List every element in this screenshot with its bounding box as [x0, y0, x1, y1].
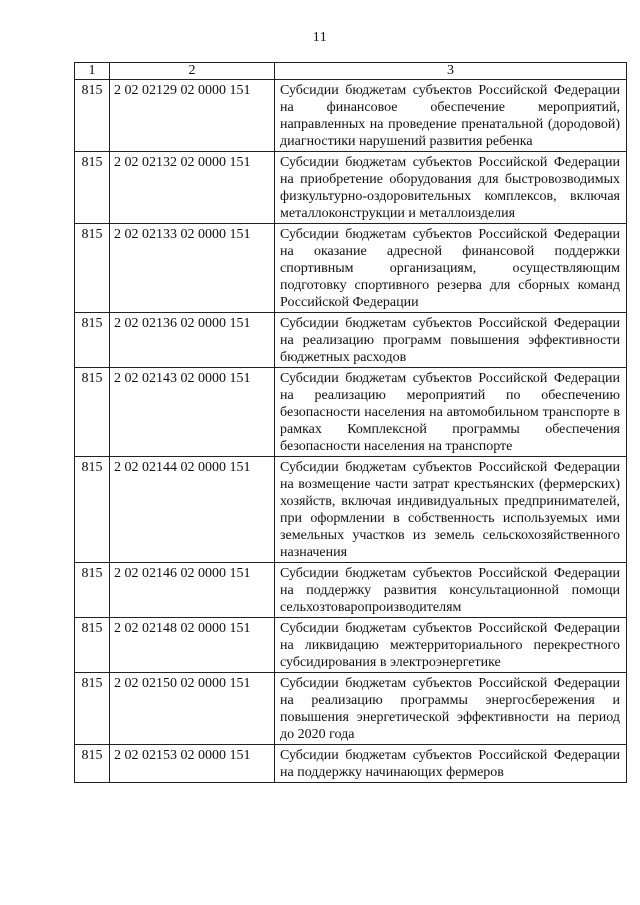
table-row	[75, 618, 627, 673]
admin-code-cell: 815	[75, 563, 110, 618]
budget-code-cell: 2 02 02129 02 0000 151	[110, 80, 275, 152]
table-row	[75, 152, 627, 224]
budget-code-cell: 2 02 02133 02 0000 151	[110, 224, 275, 313]
table-row	[75, 224, 627, 313]
budget-code-cell: 2 02 02150 02 0000 151	[110, 673, 275, 745]
admin-code-cell: 815	[75, 152, 110, 224]
description-cell: Субсидии бюджетам субъектов Российской Федерации на реализацию мероприятий по обеспечению безопасности населения на автомобильном транспорте в рамках Комплексной программы обеспечения безопасности населения на транспорте	[275, 368, 627, 457]
table-row	[75, 745, 627, 783]
column-header-1: 1	[75, 63, 110, 80]
description-cell: Субсидии бюджетам субъектов Российской Федерации на оказание адресной финансовой поддержки спортивным организациям, осуществляющим подготовку спортивного резерва для сборных команд Российской Федерации	[275, 224, 627, 313]
budget-code-cell: 2 02 02148 02 0000 151	[110, 618, 275, 673]
description-cell: Субсидии бюджетам субъектов Российской Федерации на финансовое обеспечение мероприятий, направленных на проведение пренатальной (дородовой) диагностики нарушений развития ребенка	[275, 80, 627, 152]
description-cell: Субсидии бюджетам субъектов Российской Федерации на приобретение оборудования для быстровозводимых физкультурно-оздоровительных комплексов, включая металлоконструкции и металлоизделия	[275, 152, 627, 224]
admin-code-cell: 815	[75, 673, 110, 745]
admin-code-cell: 815	[75, 224, 110, 313]
admin-code-cell: 815	[75, 457, 110, 563]
budget-classification-table	[74, 62, 627, 783]
budget-code-cell: 2 02 02136 02 0000 151	[110, 313, 275, 368]
admin-code-cell: 815	[75, 745, 110, 783]
description-cell: Субсидии бюджетам субъектов Российской Федерации на поддержку развития консультационной помощи сельхозтоваропроизводителям	[275, 563, 627, 618]
table-row	[75, 457, 627, 563]
column-header-3: 3	[275, 63, 627, 80]
budget-code-cell: 2 02 02144 02 0000 151	[110, 457, 275, 563]
description-cell: Субсидии бюджетам субъектов Российской Федерации на ликвидацию межтерриториального перекрестного субсидирования в электроэнергетике	[275, 618, 627, 673]
table-header-row	[75, 63, 627, 80]
admin-code-cell: 815	[75, 313, 110, 368]
description-cell: Субсидии бюджетам субъектов Российской Федерации на поддержку начинающих фермеров	[275, 745, 627, 783]
admin-code-cell: 815	[75, 368, 110, 457]
budget-code-cell: 2 02 02132 02 0000 151	[110, 152, 275, 224]
page-number: 11	[312, 30, 328, 45]
admin-code-cell: 815	[75, 618, 110, 673]
admin-code-cell: 815	[75, 80, 110, 152]
table-row	[75, 563, 627, 618]
description-cell: Субсидии бюджетам субъектов Российской Федерации на реализацию программы энергосбережения и повышения энергетической эффективности на период до 2020 года	[275, 673, 627, 745]
budget-code-cell: 2 02 02153 02 0000 151	[110, 745, 275, 783]
budget-code-cell: 2 02 02143 02 0000 151	[110, 368, 275, 457]
table-body	[75, 80, 627, 783]
table-row	[75, 673, 627, 745]
budget-code-cell: 2 02 02146 02 0000 151	[110, 563, 275, 618]
description-cell: Субсидии бюджетам субъектов Российской Федерации на реализацию программ повышения эффективности бюджетных расходов	[275, 313, 627, 368]
table-row	[75, 80, 627, 152]
description-cell: Субсидии бюджетам субъектов Российской Федерации на возмещение части затрат крестьянских (фермерских) хозяйств, включая индивидуальных предпринимателей, при оформлении в собственность используемых ими земельных участков из земель сельскохозяйственного назначения	[275, 457, 627, 563]
table-row	[75, 368, 627, 457]
column-header-2: 2	[110, 63, 275, 80]
table-row	[75, 313, 627, 368]
